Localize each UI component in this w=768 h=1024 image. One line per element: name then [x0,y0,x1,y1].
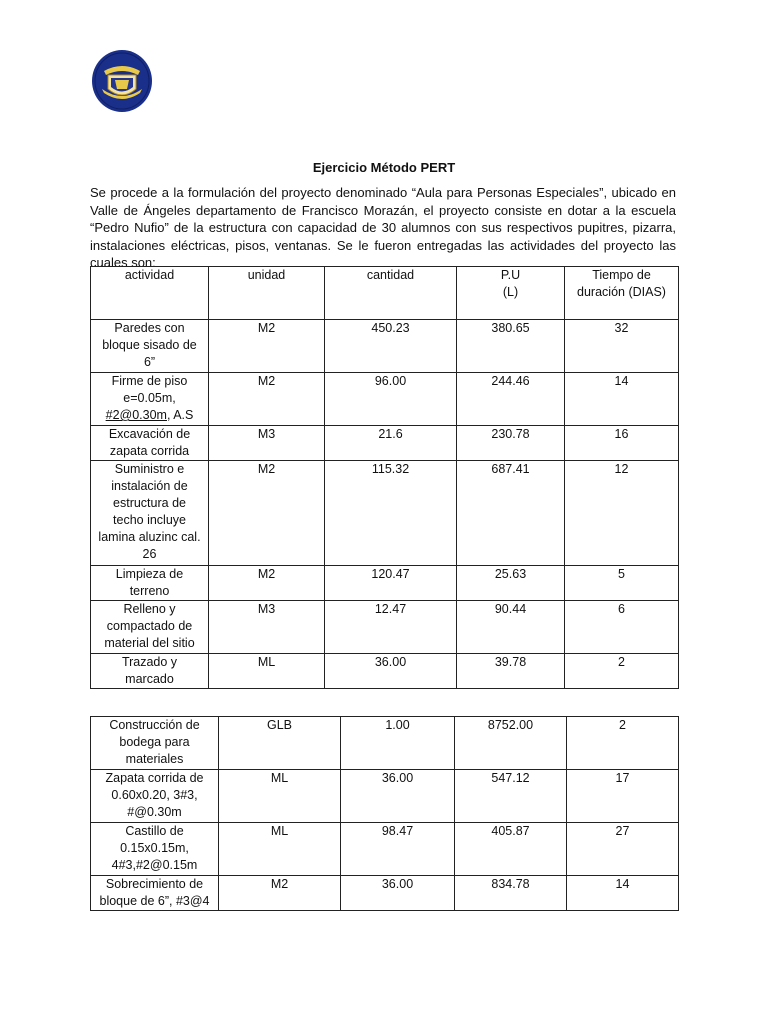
intro-paragraph: Se procede a la formulación del proyecto denominado “Aula para Personas Especiales”, ubicado en Valle de Ángeles departamento de Francisco Morazán, el proyecto consiste en dotar a la escuela “Pedro Nufio” de la estructura con capacidad de 30 alumnos con sus respectivos pupitres, pizarra, instalaciones eléctricas, pisos, ventanas. Se le fueron entregadas las actividades del proyecto las cuales son: [90,185,676,270]
cell-cantidad: 96.00 [325,373,457,426]
cell-actividad: Zapata corrida de 0.60x0.20, 3#3, #@0.30m [91,770,219,823]
cell-pu: 547.12 [455,770,567,823]
cell-cantidad: 450.23 [325,320,457,373]
table-row [91,426,679,461]
cell-actividad-suffix: , A.S [166,408,194,422]
cell-cantidad: 98.47 [341,823,455,876]
table-row [91,717,679,770]
table-row [91,601,679,654]
cell-unidad: M2 [209,461,325,566]
cell-actividad: Sobrecimiento de bloque de 6”, #3@4 [91,876,219,911]
header-cantidad: cantidad [325,267,457,320]
table-row [91,320,679,373]
header-pu-unit: (L) [502,285,519,299]
cell-unidad: M2 [209,373,325,426]
cell-tiempo: 5 [565,566,679,601]
cell-actividad: Limpieza de terreno [91,566,209,601]
cell-actividad: Relleno y compactado de material del sitio [91,601,209,654]
cell-actividad: Trazado y marcado [91,654,209,689]
table-row [91,823,679,876]
cell-actividad: Construcción de bodega para materiales [91,717,219,770]
cell-unidad: GLB [219,717,341,770]
table-row [91,770,679,823]
cell-tiempo: 14 [565,373,679,426]
cell-tiempo: 2 [567,717,679,770]
cell-unidad: M2 [219,876,341,911]
table-row [91,876,679,911]
cell-pu: 39.78 [457,654,565,689]
cell-pu: 244.46 [457,373,565,426]
cell-cantidad: 12.47 [325,601,457,654]
cell-cantidad: 36.00 [341,770,455,823]
cell-cantidad: 115.32 [325,461,457,566]
cell-unidad: M2 [209,320,325,373]
table-header-row [91,267,679,320]
cell-tiempo: 17 [567,770,679,823]
cell-actividad: Paredes con bloque sisado de 6” [91,320,209,373]
header-pu [457,267,565,320]
cell-tiempo: 32 [565,320,679,373]
cell-unidad: ML [219,770,341,823]
table-row [91,461,679,566]
table-row [91,373,679,426]
cell-cantidad: 21.6 [325,426,457,461]
cell-cantidad: 1.00 [341,717,455,770]
cell-actividad: Excavación de zapata corrida [91,426,209,461]
cell-tiempo: 14 [567,876,679,911]
cell-tiempo: 6 [565,601,679,654]
header-unidad: unidad [209,267,325,320]
cell-cantidad: 120.47 [325,566,457,601]
header-actividad: actividad [91,267,209,320]
cell-tiempo: 2 [565,654,679,689]
cell-unidad: M2 [209,566,325,601]
table-row [91,654,679,689]
cell-pu: 25.63 [457,566,565,601]
cell-unidad: M3 [209,601,325,654]
cell-pu: 8752.00 [455,717,567,770]
cell-cantidad: 36.00 [325,654,457,689]
cell-cantidad: 36.00 [341,876,455,911]
cell-tiempo: 16 [565,426,679,461]
cell-actividad [91,373,209,426]
institution-seal-logo [91,49,153,113]
cell-actividad: Castillo de 0.15x0.15m, 4#3,#2@0.15m [91,823,219,876]
cell-pu: 380.65 [457,320,565,373]
cell-pu: 405.87 [455,823,567,876]
activities-table-2 [90,716,679,911]
cell-actividad: Suministro e instalación de estructura de techo incluye lamina aluzinc cal. 26 [91,461,209,566]
cell-actividad-underlined: #2@0.30m [105,408,167,422]
cell-tiempo: 27 [567,823,679,876]
cell-pu: 230.78 [457,426,565,461]
cell-pu: 834.78 [455,876,567,911]
header-tiempo: Tiempo de duración (DIAS) [565,267,679,320]
activities-table-1 [90,266,679,689]
cell-pu: 687.41 [457,461,565,566]
cell-pu: 90.44 [457,601,565,654]
cell-unidad: ML [209,654,325,689]
header-pu-label: P.U [500,268,521,282]
cell-unidad: M3 [209,426,325,461]
cell-unidad: ML [219,823,341,876]
cell-actividad-text: Firme de piso e=0.05m, [111,374,188,405]
table-row [91,566,679,601]
cell-tiempo: 12 [565,461,679,566]
document-title: Ejercicio Método PERT [312,160,456,175]
